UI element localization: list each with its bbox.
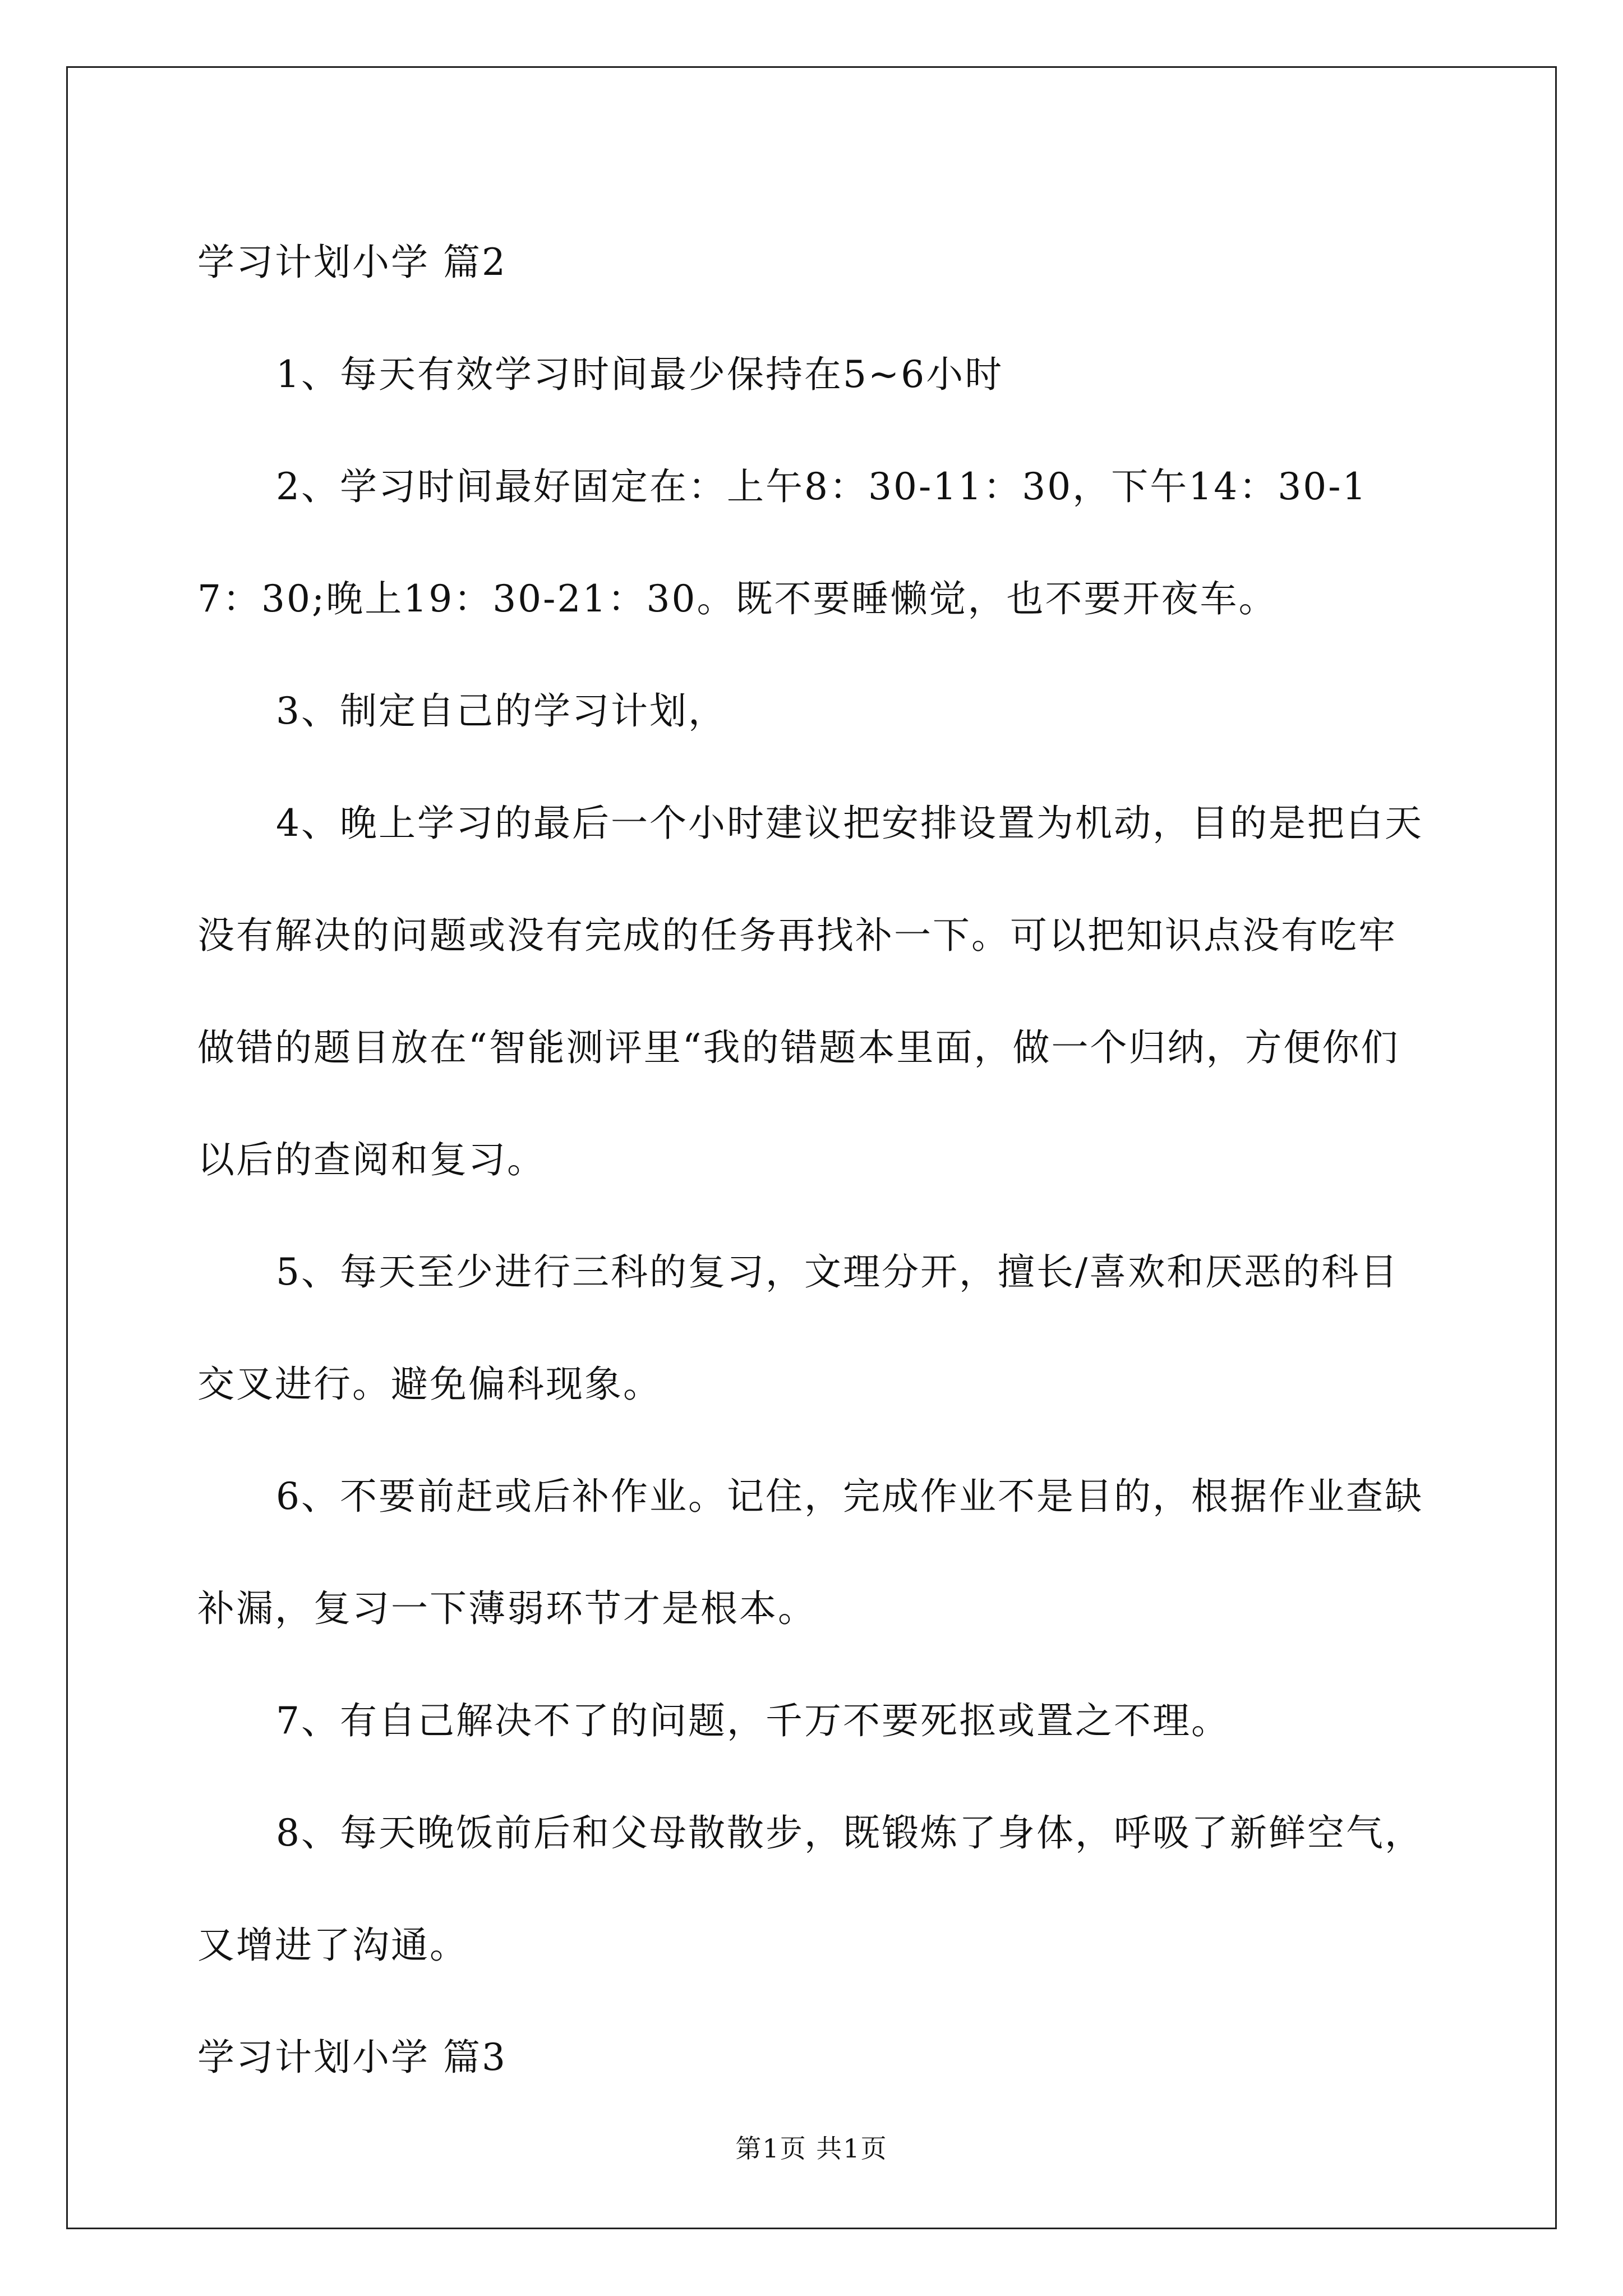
document-body	[197, 206, 1431, 2114]
page-footer: 第1页 共1页	[735, 2133, 888, 2164]
paragraph-3: 3、制定自己的学习计划，	[276, 689, 727, 733]
paragraph-1: 1、每天有效学习时间最少保持在5~6小时	[276, 353, 1004, 396]
paragraph-4: 4、晚上学习的最后一个小时建议把安排设置为机动，目的是把白天没有解决的问题或没有完成的任务再找补一下。可以把知识点没有吃牢做错的题目放在“智能测评里“我的错题本里面，做一个归纳，方便你们以后的查阅和复习。	[197, 802, 1423, 1181]
paragraph-5: 5、每天至少进行三科的复习，文理分开，擅长/喜欢和厌恶的科目交叉进行。避免偏科现象。	[197, 1250, 1399, 1406]
section-heading: 学习计划小学 篇2	[197, 241, 507, 284]
paragraph-6: 6、不要前赶或后补作业。记住，完成作业不是目的，根据作业查缺补漏，复习一下薄弱环节才是根本。	[197, 1475, 1423, 1630]
paragraph-8: 8、每天晚饭前后和父母散散步，既锻炼了身体，呼吸了新鲜空气，又增进了沟通。	[197, 1811, 1423, 1967]
paragraph-2: 2、学习时间最好固定在：上午8：30-11：30，下午14：30-17：30;晚上19：30-21：30。既不要睡懒觉，也不要开夜车。	[197, 465, 1368, 620]
section-heading: 学习计划小学 篇3	[197, 2036, 507, 2079]
paragraph-7: 7、有自己解决不了的问题，千万不要死抠或置之不理。	[276, 1699, 1230, 1742]
